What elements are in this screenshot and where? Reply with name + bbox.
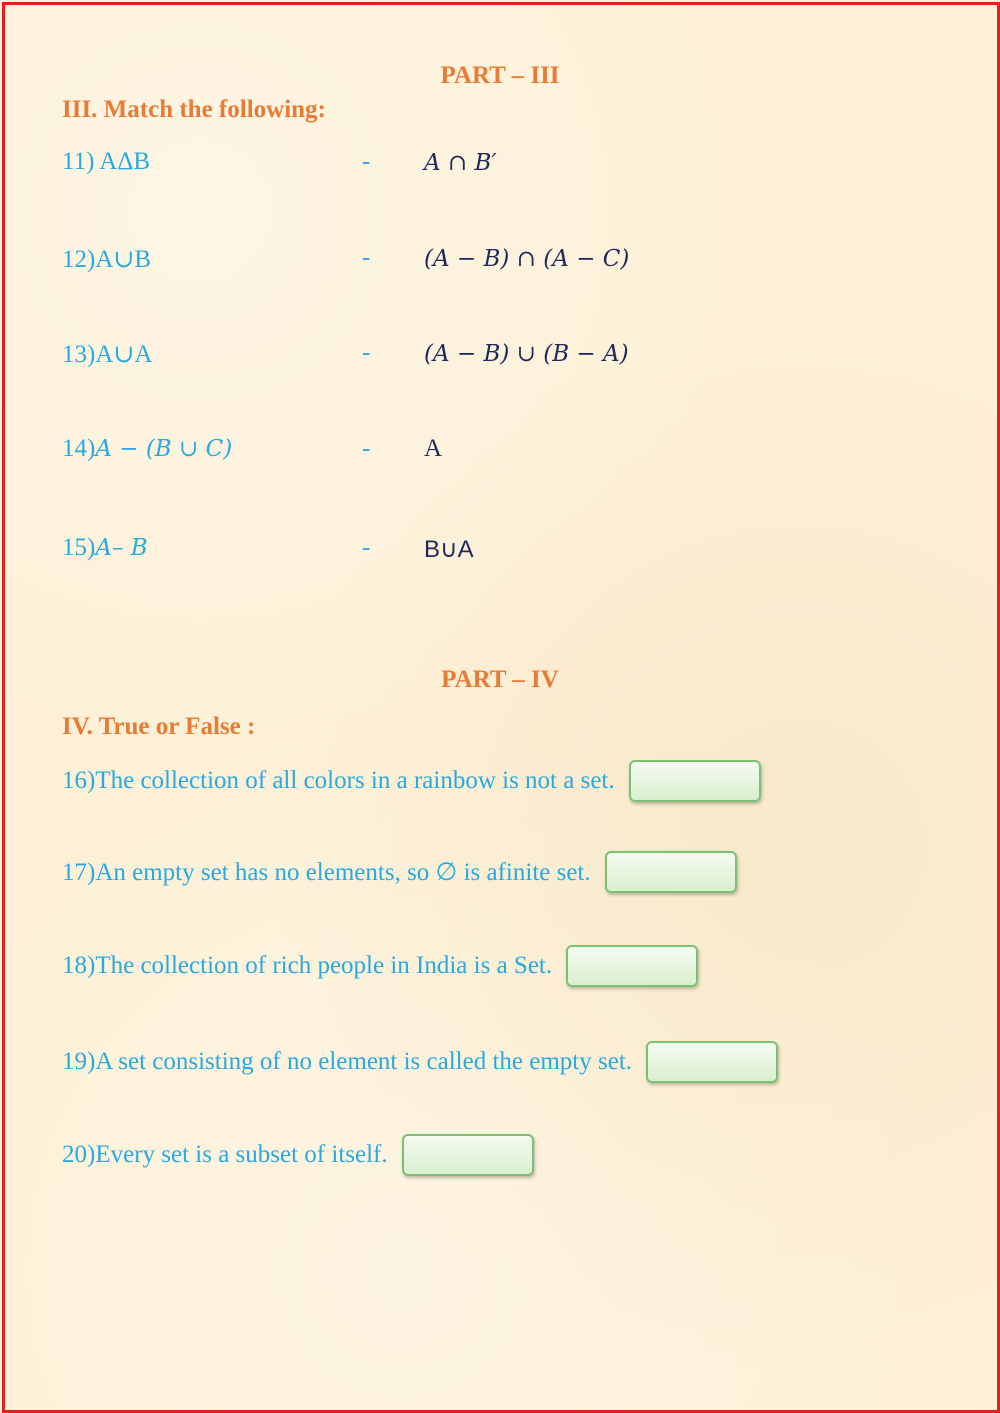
match-number: 12) (62, 246, 96, 273)
match-dash: - (362, 534, 371, 561)
match-left-text: A– B (95, 535, 148, 561)
answer-input-17[interactable] (605, 851, 737, 893)
match-dash: - (362, 435, 371, 462)
match-left-text: A − (B ∪ C) (95, 436, 233, 462)
match-left-15 (62, 534, 148, 562)
match-right-c: (A − B) ∪ (B − A) (424, 341, 629, 367)
answer-input-20[interactable] (402, 1134, 534, 1176)
match-dash: - (362, 339, 371, 366)
match-right-a: A ∩ B′ (424, 150, 497, 176)
match-number: 11) (62, 148, 100, 175)
tf-question-19 (62, 1041, 778, 1083)
match-left-text: A∪B (95, 246, 152, 273)
answer-input-18[interactable] (566, 945, 698, 987)
match-left-11 (62, 148, 150, 176)
match-right-e: B∪A (424, 536, 474, 563)
tf-question-text: 20)Every set is a subset of itself. (62, 1141, 388, 1168)
tf-question-18 (62, 945, 698, 987)
match-right-d: A (424, 435, 443, 462)
match-right-b: (A − B) ∩ (A − C) (424, 246, 630, 272)
match-left-14 (62, 435, 232, 463)
match-number: 13) (62, 341, 96, 368)
tf-question-17 (62, 851, 737, 893)
match-left-13 (62, 339, 152, 369)
answer-input-19[interactable] (646, 1041, 778, 1083)
tf-question-16 (62, 760, 761, 802)
match-left-text: A∪A (95, 341, 153, 368)
tf-question-text: 17)An empty set has no elements, so ∅ is afinite set. (62, 859, 591, 886)
part-4-title: PART – IV (441, 666, 559, 693)
match-left-text: AΔB (99, 148, 151, 175)
tf-question-20 (62, 1134, 534, 1176)
worksheet-border (2, 2, 1000, 1413)
part-3-title: PART – III (440, 62, 560, 89)
true-false-heading: IV. True or False : (62, 713, 256, 740)
match-left-12 (62, 244, 151, 274)
tf-question-text: 16)The collection of all colors in a rainbow is not a set. (62, 767, 615, 794)
match-dash: - (362, 148, 371, 175)
match-heading: III. Match the following: (62, 96, 326, 123)
tf-question-text: 18)The collection of rich people in India is a Set. (62, 952, 553, 979)
match-number: 14) (62, 435, 96, 462)
match-dash: - (362, 244, 371, 271)
tf-question-text: 19)A set consisting of no element is called the empty set. (62, 1048, 633, 1075)
match-number: 15) (62, 534, 96, 561)
answer-input-16[interactable] (629, 760, 761, 802)
